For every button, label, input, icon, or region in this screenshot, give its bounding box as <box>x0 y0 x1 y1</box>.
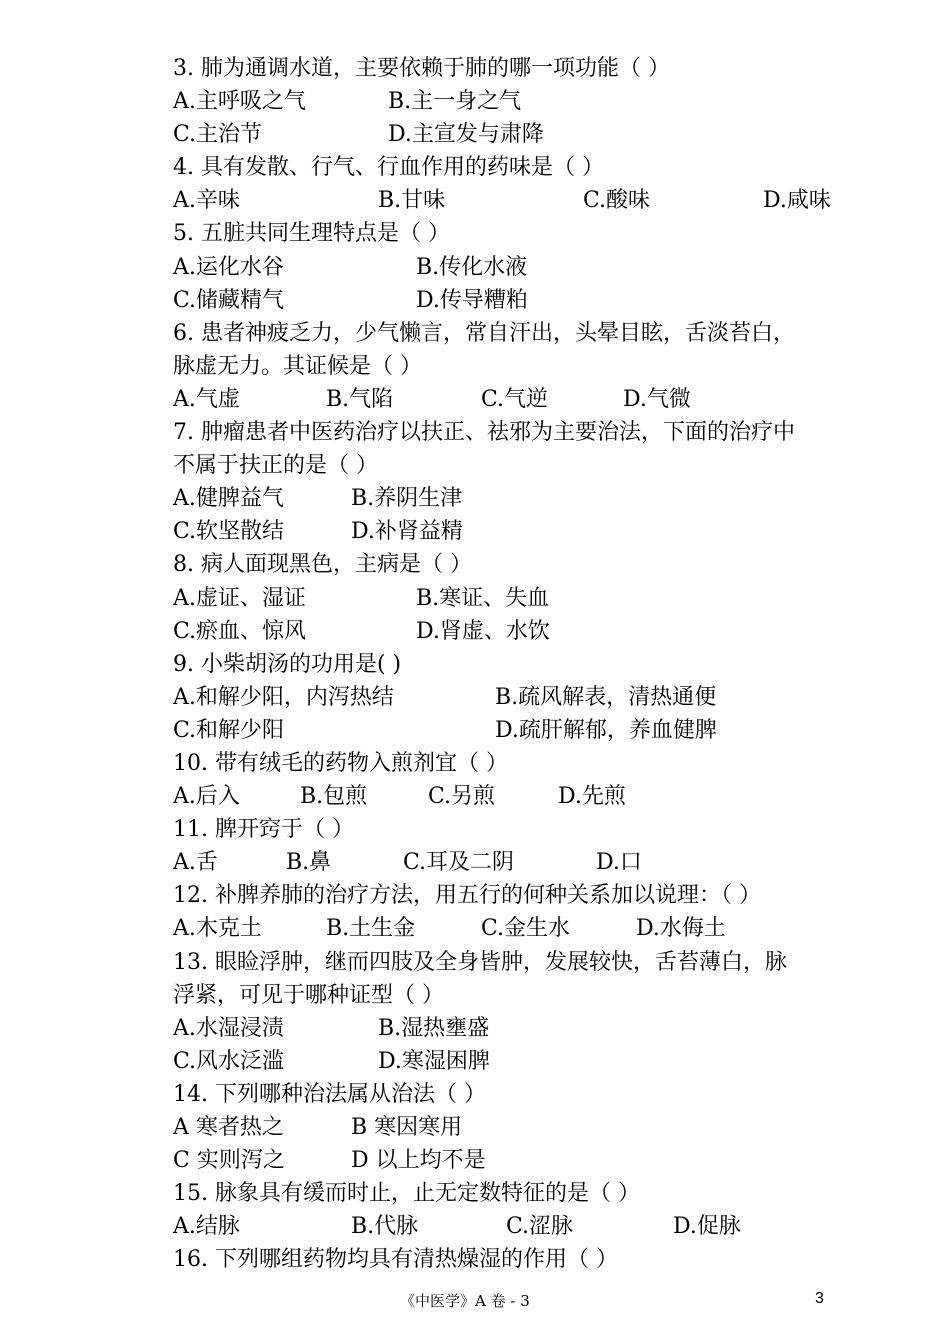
option-row <box>173 615 903 648</box>
question-stem: 14. 下列哪种治法属从治法（ ） <box>173 1081 486 1107</box>
answer-option: B.疏风解表，清热通便 <box>495 684 717 710</box>
question-stem: 7. 肿瘤患者中医药治疗以扶正、祛邪为主要治法，下面的治疗中 <box>173 420 795 446</box>
question-stem: 12. 补脾养肺的治疗方法，用五行的何种关系加以说理：（ ） <box>173 883 761 909</box>
question-stem: 8. 病人面现黑色，主病是（ ） <box>173 552 472 578</box>
option-row <box>173 714 903 747</box>
answer-option: C.和解少阳 <box>173 717 285 743</box>
answer-option: C.耳及二阴 <box>403 850 515 876</box>
option-row <box>173 1045 903 1078</box>
question-stem: 11. 脾开窍于（ ） <box>173 817 354 843</box>
question-stem: 4. 具有发散、行气、行血作用的药味是（ ） <box>173 155 604 181</box>
answer-option: B.养阴生津 <box>351 486 463 512</box>
question-stem-continued: 不属于扶正的是（ ） <box>173 453 378 479</box>
option-row <box>173 284 903 317</box>
answer-option: D.肾虚、水饮 <box>416 618 550 644</box>
answer-option: C.主治节 <box>173 122 263 148</box>
answer-option: B.鼻 <box>286 850 332 876</box>
option-row <box>173 85 903 118</box>
answer-option: D.口 <box>596 850 642 876</box>
answer-option: D.疏肝解郁，养血健脾 <box>495 717 717 743</box>
page-number: 3 <box>815 1290 824 1307</box>
question-stem-continued: 脉虚无力。其证候是（ ） <box>173 353 422 379</box>
answer-option: A.结脉 <box>173 1214 240 1240</box>
answer-option: A.舌 <box>173 850 218 876</box>
answer-option: D.水侮土 <box>636 916 726 942</box>
answer-option: A.木克土 <box>173 916 262 942</box>
option-row <box>173 515 903 548</box>
answer-option: A 寒者热之 <box>173 1115 284 1140</box>
question-stem: 10. 带有绒毛的药物入煎剂宜（ ） <box>173 750 508 776</box>
answer-option: A.主呼吸之气 <box>173 89 306 115</box>
answer-option: B.包煎 <box>300 784 368 810</box>
answer-option: A.健脾益气 <box>173 486 284 512</box>
answer-option: C.酸味 <box>583 188 651 214</box>
footer-title: 《中医学》A 卷 - 3 <box>400 1292 530 1310</box>
answer-option: D 以上均不是 <box>351 1148 486 1174</box>
answer-option: B.传化水液 <box>416 254 528 280</box>
answer-option: A.后入 <box>173 784 240 810</box>
question-stem: 13. 眼睑浮肿，继而四肢及全身皆肿，发展较快，舌苔薄白，脉 <box>173 949 787 975</box>
question-stem: 9. 小柴胡汤的功用是( ) <box>173 651 402 677</box>
option-row <box>173 184 903 217</box>
answer-option: D.先煎 <box>558 784 626 810</box>
answer-option: B.代脉 <box>351 1214 419 1240</box>
answer-option: C.软坚散结 <box>173 519 285 545</box>
answer-option: C.涩脉 <box>506 1214 574 1240</box>
option-row <box>173 1012 903 1045</box>
option-row <box>173 1111 903 1144</box>
question-stem: 5. 五脏共同生理特点是（ ） <box>173 221 450 247</box>
answer-option: C.气逆 <box>481 386 549 412</box>
option-row <box>173 846 903 879</box>
answer-option: A.水湿浸渍 <box>173 1015 284 1041</box>
page-footer <box>0 1290 950 1312</box>
option-row <box>173 912 903 945</box>
answer-option: C.瘀血、惊风 <box>173 618 307 644</box>
answer-option: D.寒湿困脾 <box>378 1048 490 1074</box>
answer-option: D.气微 <box>623 386 691 412</box>
answer-option: A.虚证、湿证 <box>173 585 306 611</box>
option-row <box>173 681 903 714</box>
question-stem-continued: 浮紧，可见于哪种证型（ ） <box>173 982 444 1008</box>
answer-option: B.湿热壅盛 <box>378 1015 490 1041</box>
answer-option: A.辛味 <box>173 188 240 214</box>
question-stem: 15. 脉象具有缓而时止，止无定数特征的是（ ） <box>173 1181 640 1207</box>
answer-option: B.甘味 <box>378 188 446 214</box>
question-stem: 16. 下列哪组药物均具有清热燥湿的作用（ ） <box>173 1247 618 1273</box>
answer-option: B.主一身之气 <box>388 89 522 115</box>
option-row <box>173 1144 903 1177</box>
answer-option: A.运化水谷 <box>173 254 284 280</box>
answer-option: C.金生水 <box>481 916 571 942</box>
answer-option: D.主宣发与肃降 <box>388 122 544 148</box>
option-row <box>173 118 903 151</box>
answer-option: D.补肾益精 <box>351 519 463 545</box>
option-row <box>173 482 903 515</box>
exam-page-content <box>173 52 903 1276</box>
answer-option: B.寒证、失血 <box>416 585 550 611</box>
answer-option: D.传导糟粕 <box>416 287 528 313</box>
option-row <box>173 582 903 615</box>
answer-option: C.储藏精气 <box>173 287 285 313</box>
answer-option: B.土生金 <box>326 916 416 942</box>
answer-option: C 实则泻之 <box>173 1148 285 1174</box>
option-row <box>173 251 903 284</box>
answer-option: D.咸味 <box>763 188 831 214</box>
answer-option: B.气陷 <box>326 386 394 412</box>
option-row <box>173 383 903 416</box>
answer-option: A.气虚 <box>173 386 240 412</box>
option-row <box>173 780 903 813</box>
answer-option: B 寒因寒用 <box>351 1115 463 1140</box>
answer-option: C.风水泛滥 <box>173 1048 285 1074</box>
answer-option: C.另煎 <box>428 784 496 810</box>
question-stem: 6. 患者神疲乏力，少气懒言，常自汗出，头晕目眩，舌淡苔白， <box>173 320 795 346</box>
option-row <box>173 1210 903 1243</box>
question-stem: 3. 肺为通调水道，主要依赖于肺的哪一项功能（ ） <box>173 56 670 81</box>
answer-option: A.和解少阳，内泻热结 <box>173 684 394 710</box>
answer-option: D.促脉 <box>673 1214 741 1240</box>
